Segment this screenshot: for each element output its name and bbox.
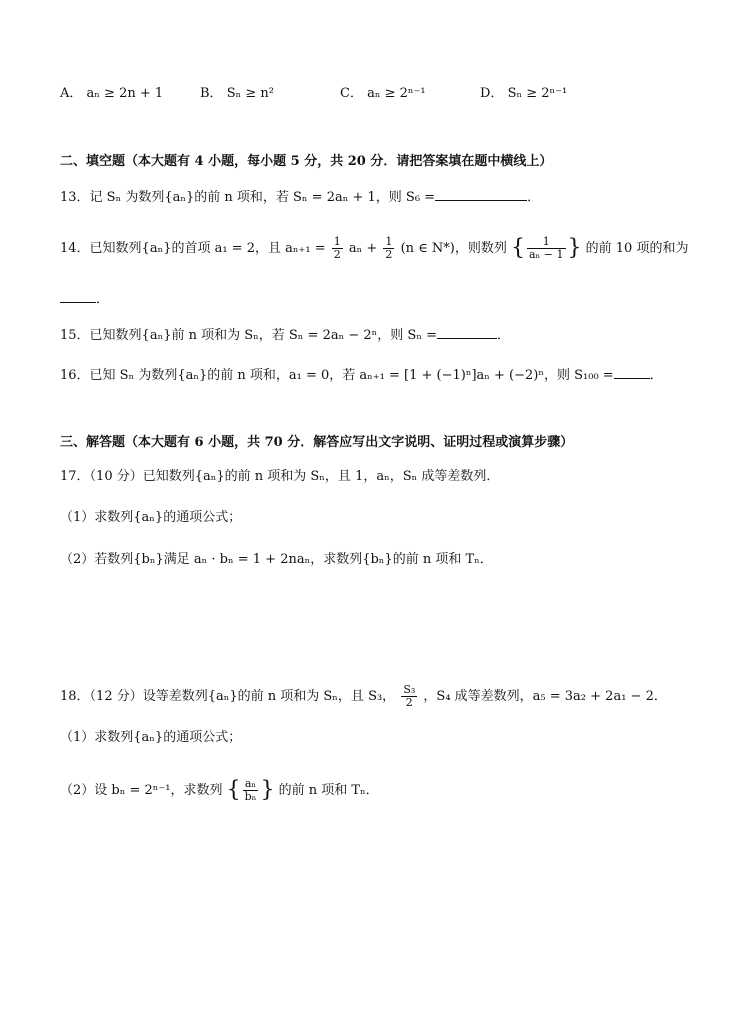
choice-b[interactable]: B． Sₙ ≥ n² <box>200 86 274 101</box>
choice-a[interactable]: A． aₙ ≥ 2n + 1 <box>60 86 164 101</box>
fraction-half-1: $\frac{1}{2}$ <box>333 235 341 261</box>
choices-row <box>60 84 717 104</box>
question-13: 13．记 Sₙ 为数列{aₙ}的前 n 项和，若 Sₙ = 2aₙ + 1，则 S₆ = ． <box>60 186 717 208</box>
question-17-stem: 17．（10 分）已知数列{aₙ}的前 n 项和为 Sₙ，且 1，aₙ，Sₙ 成等差数列． <box>60 469 500 484</box>
question-17-part2: （2）若数列{bₙ}满足 aₙ · bₙ = 1 + 2naₙ，求数列{bₙ}的前 n 项和 Tₙ． <box>60 552 493 567</box>
section3-heading: 三、解答题（本大题有 6 小题，共 70 分．解答应写出文字说明、证明过程或演算步骤） <box>60 435 574 450</box>
question-14-blank-line: ． <box>60 288 717 310</box>
fraction-reciprocal: $\frac{1}{\text{aₙ − 1}}$ <box>528 235 564 261</box>
fraction-half-2: $\frac{1}{2}$ <box>385 235 393 261</box>
question-17-part1: （1）求数列{aₙ}的通项公式； <box>60 510 242 525</box>
answer-blank-16[interactable] <box>614 364 650 379</box>
answer-blank-14[interactable] <box>60 288 96 303</box>
question-18-part1: （1）求数列{aₙ}的通项公式； <box>60 730 242 745</box>
question-15: 15．已知数列{aₙ}前 n 项和为 Sₙ，若 Sₙ = 2aₙ − 2ⁿ，则 Sₙ = ． <box>60 324 717 346</box>
fraction-s3-half: $\frac{\text{S₃}}{2}$ <box>403 683 416 709</box>
section2-heading: 二、填空题（本大题有 4 小题，每小题 5 分，共 20 分．请把答案填在题中横线上） <box>60 154 553 169</box>
choice-c[interactable]: C． aₙ ≥ 2ⁿ⁻¹ <box>340 86 426 101</box>
question-18-stem: 18．（12 分）设等差数列{aₙ}的前 n 项和为 Sₙ，且 S₃， $\frac{\text{S₃}}{2}$ ，S₄ 成等差数列，a₅ = 3a₂ + 2a₁ − 2． <box>60 683 667 709</box>
fraction-a-over-b: $\frac{\text{aₙ}}{\text{bₙ}}$ <box>244 777 257 803</box>
answer-blank-15[interactable] <box>437 324 497 339</box>
question-16: 16．已知 Sₙ 为数列{aₙ}的前 n 项和，a₁ = 0，若 aₙ₊₁ = [1 + (−1)ⁿ]aₙ + (−2)ⁿ，则 S₁₀₀ = ． <box>60 364 717 386</box>
question-14: 14．已知数列{aₙ}的首项 a₁ = 2，且 aₙ₊₁ = $\frac{1}{2}$ aₙ + $\frac{1}{2}$ (n ∈ N*)，则数列 { $\frac{1}{\text{aₙ − 1}}$ } 的前 10 项的和为 <box>60 235 689 261</box>
answer-blank-13[interactable] <box>435 186 527 201</box>
choice-d[interactable]: D． Sₙ ≥ 2ⁿ⁻¹ <box>480 86 568 101</box>
question-18-part2: （2）设 bₙ = 2ⁿ⁻¹，求数列 { $\frac{\text{aₙ}}{\text{bₙ}}$ } 的前 n 项和 Tₙ． <box>60 777 379 803</box>
